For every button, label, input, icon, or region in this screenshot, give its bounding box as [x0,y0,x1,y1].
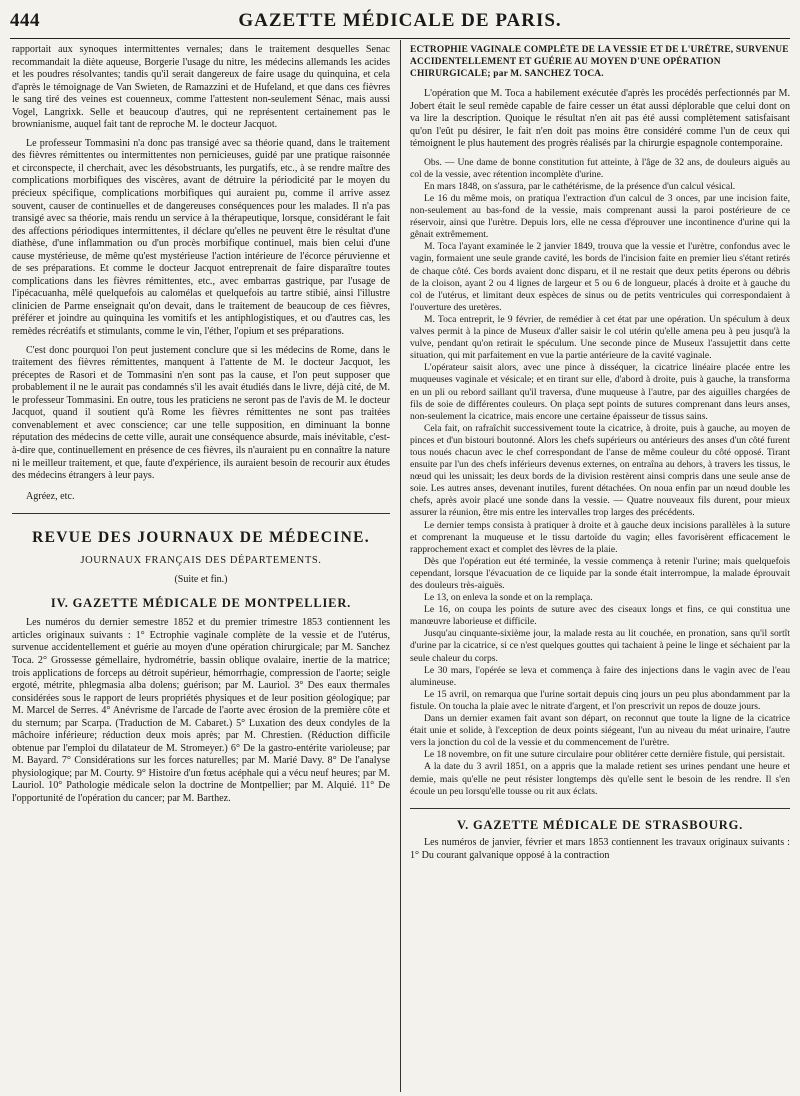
revue-subtitle: JOURNAUX FRANÇAIS DES DÉPARTEMENTS. [80,554,322,566]
observation-block [410,157,790,798]
section-title-montpellier: IV. GAZETTE MÉDICALE DE MONTPELLIER. [50,595,352,610]
article-title: ECTROPHIE VAGINALE COMPLÈTE DE LA VESSIE ET DE L'URÈTRE, SURVENUE ACCIDENTELLEMENT ET GUÉRIE AU MOYEN D'UNE OPÉRATION CHIRURGICALE; par M. SANCHEZ TOCA. [410,45,789,79]
article-intro: L'opération que M. Toca a habilement exécutée d'après les procédés perfectionnés par M. Jobert était le seul remède capable de faire cesser un état aussi déplorable que celui dont on va lire la description. Quoique le résultat n'en ait pas été aussi complètement satisfaisant qu'on l'eût pu désirer, le fait n'en doit pas moins être considéré comme l'un de ceux qui témoignent le plus hautement des progrès réalisés par la chirurgie espagnole contemporaine. [410,88,790,150]
paragraph: Le professeur Tommasini n'a donc pas transigé avec sa théorie quand, dans le traitement des fièvres rémittentes ou intermittentes non pernicieuses, guidé par une pratique raisonnée et circonspecte, il cherchait, avec les désobstruants, les purgatifs, etc., à se rendre maître des complications morbifiques des viscères, avant de détruire la périodicité par le moyen du précieux spécifique, complications morbifiques qui auraient pu, comme il arrive assez souvent, causer de continuelles et de dangereuses conséquences pour les malades. Il n'a pas transigé avec sa théorie, mais rendu un service à la thérapeutique, lorsque, considérant le fait des affections périodiques intermittentes, il déclare qu'elles ne peuvent être le résultat d'une diathèse, d'une inflammation ou d'un procès morbifique continuel, mais bien celui d'une cause mystérieuse, de même qu'est mystérieuse l'action intérieure de l'écorce péruvienne et de ses préparations. Et comme le docteur Jacquot entreprenait de faire disparaître toutes complications dans les fièvres rémittentes, etc., avec embarras gastrique, par l'usage de l'ipécacuanha, mêlé quelquefois au calomélas et quelquefois au tartre stibié, ainsi l'illustre clinicien de Parme enseignait qu'on devait, dans le traitement de beaucoup de ces fièvres, préférer et joindre au quinquina les vomitifs et les antiphlogistiques, et ou d'autres cas, les remèdes récréatifs et stimulants, comme le vin, l'éther, l'opium et ses préparations. [12,137,390,338]
journal-title: GAZETTE MÉDICALE DE PARIS. [238,10,562,31]
paragraph: M. Toca l'ayant examinée le 2 janvier 1849, trouva que la vessie et l'urètre, confondus avec le vagin, formaient une seule grande cavité, les bords de l'incision faite en premier lieu s'étant retirés de chaque côté. Ces bords avaient donc disparu, et il ne restait que deux petits éperons ou débris de la cloison, ayant 2 ou 4 lignes de largeur et 5 ou 6 de longueur, placés à droite et à gauche du col de l'utérus, et limitant deux espèces de sinus ou de petits ventricules qui correspondaient à l'ouverture des uretères. [410,241,790,313]
section-title-strasbourg: V. GAZETTE MÉDICALE DE STRASBOURG. [410,808,790,832]
paragraph: Le 30 mars, l'opérée se leva et commença à faire des injections dans le vagin avec de l'eau alumineuse. [410,664,790,688]
paragraph: Le 16, on coupa les points de suture avec des ciseaux longs et fins, ce qui constitua une manœuvre laborieuse et difficile. [410,604,790,628]
paragraph: Les numéros de janvier, février et mars 1853 contiennent les travaux originaux suivants : 1° Du courant galvanique opposé à la contraction [410,837,790,861]
paragraph: Le 18 novembre, on fit une suture circulaire pour oblitérer cette dernière fistule, qui persistait. [424,749,785,761]
paragraph: A la date du 3 avril 1851, on a appris que la malade retient ses urines pendant une heure et demie, mais qu'elle ne peut résister longtemps dès qu'elle sent le besoin de les rendre. Il s'en écoule un peu lorsqu'elle tousse ou rit aux éclats. [410,761,790,797]
paragraph: L'opérateur saisit alors, avec une pince à disséquer, la cicatrice linéaire placée entre les muqueuses vaginale et vésicale; et en tirant sur elle, d'abord à droite, puis à gauche, la transforma en un pli ou rebord saillant qu'il traversa, d'une muqueuse à l'autre, par des aiguilles chargées de fils de soie de différentes couleurs. On plaça sept points de sutures comprenant dans leurs anses, non-seulement la cicatrice, mais encore une certaine épaisseur de tissus sains. [410,362,790,422]
revue-title: REVUE DES JOURNAUX DE MÉDECINE. [32,529,370,547]
closing-salutation: Agréez, etc. [26,490,75,502]
paragraph: M. Toca entreprit, le 9 février, de remédier à cet état par une opération. Un spéculum à deux valves permit à la pince de Museux d'aller saisir le col utérin qu'elle amena peu à peu jusqu'à la vulve, pendant qu'on retirait le spéculum. Une seconde pince de Museux l'assujettit dans cette situation, qui mit parfaitement en vue la partie antérieure de la cavité vaginale. [410,313,790,362]
revue-suite: (Suite et fin.) [174,574,228,586]
page-header [10,4,790,39]
paragraph: Obs. — Une dame de bonne constitution fut atteinte, à l'âge de 32 ans, de douleurs aiguës au col de la vessie, avec rétention incomplète d'urine. [410,156,790,180]
paragraph: Les numéros du dernier semestre 1852 et du premier trimestre 1853 contiennent les articles originaux suivants : 1° Ectrophie vaginale complète de la vessie et de l'utérus, survenue accidentellement et guérie au moyen d'une opération chirurgicale; par M. Sanchez Toca. 2° Grossesse gémellaire, hydrométrie, bassin oblique ovalaire, inertie de la matrice; trois applications de forceps au détroit supérieur, hémorrhagie, compression de l'aorte; seigle ergoté, métrite, phlegmasia alba dolens; guérison; par M. Lauriol. 3° Des eaux thermales considérées sous le rapport de leurs propriétés physiques et de leur position géologique; par M. Marcel de Serres. 4° Anévrisme de l'arcade de l'aorte avec érosion de la première côte et du sternum; par Scarpa. (Traduction de M. Cabaret.) 5° Luxation des deux condyles de la mâchoire inférieure; réduction deux mois après; par M. Chrestien. (Réduction difficile obtenue par l'emploi du dilatateur de M. Stromeyer.) 6° De la gastro-entérite varioleuse; par M. Bayard. 7° Considérations sur les forces naturelles; par M. Marié Davy. 8° De l'analyse physiologique; par M. Courty. 9° Histoire d'un fœtus acéphale qui a vécu neuf heures; par M. Lauriol. 10° Pathologie médicale selon la doctrine de Montpellier; par M. Alquié. 11° De l'opportunité de l'opération du cancer; par M. Barthez. [12,617,390,804]
right-column [410,44,790,1084]
paragraph: Cela fait, on rafraîchit successivement toute la cicatrice, à droite, puis à gauche, au moyen de pinces et d'un bistouri boutonné. Alors les chefs supérieurs ou antérieurs des anses d'un côté furent tous noués chacun avec le chef correspondant de l'anse de même couleur du côté opposé. Tirant ensuite par l'un des chefs inférieurs devenus externes, on entraîna au dehors, à travers les tissus, le nœud qui les unissait; les deux bords de la division restèrent ainsi compris dans une seule anse de soie. Les autres anses, devenant inutiles, furent détachées. On noua enfin par un nœud double les chefs, après avoir placé une sonde dans la vessie. — Quatre nouveaux fils durent, pour mieux assurer la réunion, être mis entre les intervalles trop larges des précédents. [410,422,790,519]
paragraph: Le 15 avril, on remarqua que l'urine sortait depuis cinq jours un peu plus abondamment par la fistule. On toucha la plaie avec le nitrate d'argent, et l'on prescrivit un repos de douze jours. [410,688,790,712]
paragraph: Jusqu'au cinquante-sixième jour, la malade resta au lit couchée, en pronation, sans qu'il sortît d'urine par la cicatrice, si ce n'est quelques gouttes qui tachaient à peine le linge et séchaient par la seule chaleur du corps. [410,628,790,664]
left-column [12,44,390,1084]
section-divider [12,513,390,514]
paragraph: C'est donc pourquoi l'on peut justement conclure que si les médecins de Rome, dans le traitement des fièvres rémittentes, manquent à l'attente de M. le docteur Jacquot, les préceptes de Rasori et de Tommasini n'en sont pas la cause, et l'on peut supposer que probablement il ne le aurait pas condamnés s'il les avait étudiés dans le livre, déjà cité, de M. le professeur Tommasini. En outre, tous les praticiens ne seront pas de l'avis de M. le docteur Jacquot, quand il soutient qu'à Rome les fièvres rémittentes ne sont pas traitées convenablement et avec conscience; car une telle supposition, en diminuant la bonne réputation des médecins de cette ville, aurait une conséquence absurde, mais inévitable, c'est-à-dire que, continuellement en présence de ces fièvres, ils n'auraient pu en connaître la nature ni le meilleur traitement, et que, faute d'expérience, ils auraient besoin de recourir aux études des médecins étrangers à leur pays. [12,344,390,482]
paragraph: Le 13, on enleva la sonde et on la remplaça. [424,592,593,604]
paragraph: Le 16 du même mois, on pratiqua l'extraction d'un calcul de 3 onces, par une incision faite, non-seulement au bas-fond de la vessie, mais comprenant aussi la paroi postérieure de ce réservoir, ainsi que l'urètre. Depuis lors, elle ne cessa d'éprouver une incontinence d'urine qui la gênait extrêmement. [410,193,790,241]
paragraph: Dès que l'opération eut été terminée, la vessie commença à retenir l'urine; mais quelquefois cependant, lorsque l'évacuation de ce liquide par la sonde était interrompue, la malade éprouvait des douleurs très-aiguës. [410,555,790,592]
column-divider [400,40,401,1092]
page-number: 444 [10,10,40,31]
paragraph: rapportait aux synoques intermittentes vernales; dans le traitement desquelles Senac recommandait la diète aqueuse, Borgerie l'usage du nitre, les médecins allemands les acides et les poudres résolvantes; tandis qu'il serait dangereux de faire usage du quinquina, et cela d'après le témoignage de Van Swieten, de Ramazzini et de Hufeland, et que dans ces fièvres le sang tiré des veines est couenneux, comme l'attestent non-seulement Sénac, mais aussi Vogel, Langrixk. Selle et beaucoup d'autres, qui ne représentent certainement pas le brownianisme, auquel fait tant de reproche M. le docteur Jacquot. [12,44,390,131]
paragraph: Dans un dernier examen fait avant son départ, on reconnut que toute la ligne de la cicatrice était unie et solide, à l'exception de deux points siégeant, l'un au niveau du méat urinaire, l'autre vers la jonction du col de la vessie et du commencement de l'urètre. [410,713,790,749]
paragraph: Le dernier temps consista à pratiquer à droite et à gauche deux incisions parallèles à la suture et comprenant la muqueuse et le tissu dartoïde du vagin; elles favorisèrent efficacement le rapprochement exact et complet des lèvres de la plaie. [410,519,790,555]
paragraph: En mars 1848, on s'assura, par le cathétérisme, de la présence d'un calcul vésical. [424,180,736,192]
